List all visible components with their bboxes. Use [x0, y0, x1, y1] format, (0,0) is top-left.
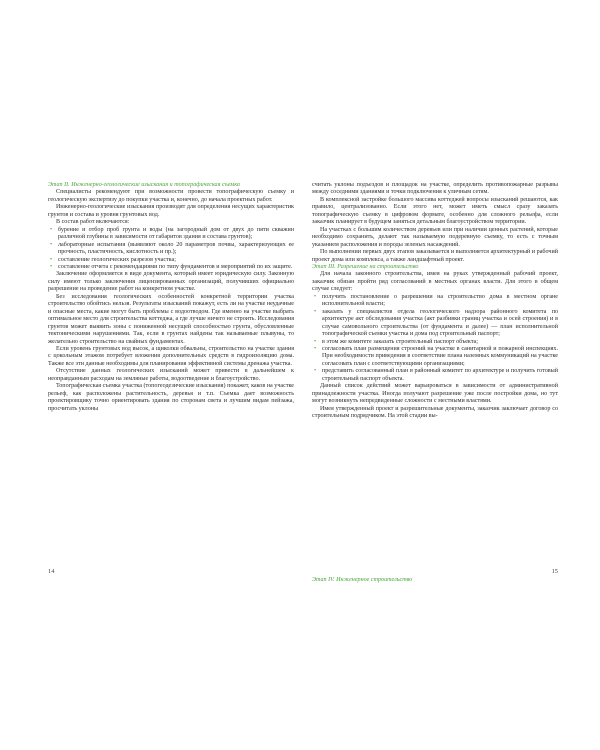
paragraph: Имея утвержденный проект и разрешительные документы, заказчик заключает договор со строительным подрядчиком. На этой стадии вы- — [312, 405, 558, 420]
list-item — [48, 264, 294, 271]
list-item — [312, 368, 558, 383]
list-item — [312, 309, 558, 339]
list-item-text: представить согласованный план в районный комитет по архитектуре и получить готовый строительный паспорт объекта. — [322, 368, 558, 382]
bullet-icon: • — [50, 226, 53, 233]
list-item-text: бурение и отбор проб грунта и воды (на загородный дом от двух до пяти скважин различной глубины в зависимости от габаритов здания и состава грунтов); — [58, 226, 294, 241]
bullet-icon: • — [314, 368, 317, 375]
page-number: 15 — [551, 568, 558, 575]
bullet-icon: • — [50, 241, 53, 248]
paragraph: Топографическая съемка участка (топогеодезические изыскания) покажет, каков на участке рельеф, как расположены растительность, деревья и т.п. Съемка дает возможность проектировщику точно ориентировать здания по сторонам света и лучшим видам пейзажа, просчитать уклоны — [48, 383, 294, 412]
left-page — [48, 182, 294, 577]
paragraph: На участках с большим количеством деревьев или при наличии ценных растений, которые необходимо сохранить, делают так называемую подеревную съемку, то есть с точным указанием расположения и породы зеленых насаждений. — [312, 226, 558, 248]
paragraph: считать уклоны подъездов и площадок на участке, определить противопожарные разрывы между соседними зданиями и точки подключения к уличным сетям. — [312, 182, 558, 196]
paragraph: Отсутствие данных геологических изысканий может привести в дальнейшем к неоправданным расходам на земляные работы, водоотведение и благоустройство. — [48, 368, 294, 382]
bullet-icon: • — [314, 338, 317, 345]
bullet-icon: • — [314, 345, 317, 352]
list-item-text: заказать у специалистов отдела геологического надзора районного комитета по архитектуре акт обследования участка (акт разбивки границ участка и осей строения) и в случае самовольного строительства (от фундамента и далее) — план исполнительной топографической съемки участка и дома под строительный паспорт; — [322, 308, 558, 338]
book-spread — [48, 182, 558, 583]
list-item — [312, 294, 558, 309]
section-heading: Этап II. Инженерно-геологические изыскания и топографическая съемка — [48, 182, 240, 188]
paragraph: Без исследования геологических особенностей конкретной территории участка строительство обойтись нельзя. Результаты изысканий покажут, есть ли на участке неудачные и опасные места, какие могут быть проблемы с водоотводом. Где именно на участке выбрать оптимальное место для строительства коттеджа, а где лучше ничего не строить. Исследования грунтов может выявить зоны с пониженной несущей способностью грунта, обусловленные тектоническими нарушениями. Так, если в грунтах найдены так называемые плывуны, то желательно строительство на свайных фундаментах. — [48, 293, 294, 345]
bullet-icon: • — [50, 256, 53, 263]
right-page — [312, 182, 558, 583]
section-heading: Этап III. Разрешение на строительство — [312, 263, 419, 270]
list-item-text: в этом же комитете заказать строительный паспорт объекта; — [322, 338, 478, 345]
paragraph: По выполнении первых двух этапов заказывается и выполняется архитектурный и рабочий проект дома или комплекса, а также ландшафтный проект. — [312, 249, 558, 263]
list-item — [312, 339, 558, 346]
paragraph: Инженерно-геологические изыскания производят для определения несущих характеристик грунтов и состава и уровня грунтовых вод. — [48, 204, 294, 218]
paragraph: В состав работ включаются: — [56, 219, 130, 226]
list-item — [48, 257, 294, 264]
paragraph: Если уровень грунтовых вод высок, а щиколки обвальны, строительство на участке здания с цокольным этажом потребует вложения дополнительных средств в гидроизоляцию дома. Также все эти данные необходимы для планирования эффективной системы дренажа участка. — [48, 345, 294, 367]
page-number: 14 — [48, 568, 55, 575]
paragraph: Данный список действий может варьироваться в зависимости от административной принадлежности участка. Иногда получают разрешение уже после постройки дома, но тут могут возникнуть непредвиденные сложности с местными властями. — [312, 383, 558, 405]
paragraph: Специалисты рекомендуют при возможности провести топографическую съемку и геологическую экспертизу до покупки участка и, конечно, до начала проектных работ. — [48, 189, 294, 203]
bullet-icon: • — [314, 293, 317, 300]
paragraph: Для начала законного строительства, имея на руках утвержденный рабочий проект, заказчик обязан пройти ряд согласований в местных органах власти. Для этого в общем случае следует: — [312, 271, 558, 293]
bullet-icon: • — [314, 308, 317, 315]
list-item — [48, 242, 294, 257]
bullet-list — [312, 294, 558, 383]
list-item-text: лабораторные испытания (выявляют около 20 параметров почвы, характеризующих ее прочность, пластичность, кислотность и пр.); — [58, 241, 294, 256]
list-item-text: согласовать план размещения строений на участке в санитарной и пожарной инспекциях. При необходимости приведения в соответствие плана наземных коммуникаций на участке согласовать план с соответствующими организациями; — [322, 345, 558, 367]
list-item — [312, 346, 558, 368]
paragraph: Заключение оформляется в виде документа, который имеет юридическую силу. Законную силу имеют только заключения лицензированных организаций, получивших официально разрешение на проведение работ на конкретном участке. — [48, 271, 294, 293]
bullet-list — [48, 227, 294, 272]
bullet-icon: • — [50, 263, 53, 270]
list-item-text: составление геологических разрезов участка; — [58, 256, 176, 263]
section-heading: Этап IV. Инженерное строительство — [312, 577, 413, 583]
list-item — [48, 227, 294, 242]
paragraph: В комплексной застройке большого массива коттеджей вопросы изысканий решаются, как правило, централизованно. Если этого нет, может иметь смысл сразу заказать топографическую съемку в цифровом формате, особенно для сложного рельефа, если заказчик планирует в будущем заняться детальным благоустройством территории. — [312, 196, 558, 226]
list-item-text: составление отчета с рекомендациями по типу фундаментов и мероприятий по их защите. — [58, 263, 293, 270]
list-item-text: получить постановление о разрешении на строительство дома в местном органе исполнительной власти; — [322, 293, 558, 308]
